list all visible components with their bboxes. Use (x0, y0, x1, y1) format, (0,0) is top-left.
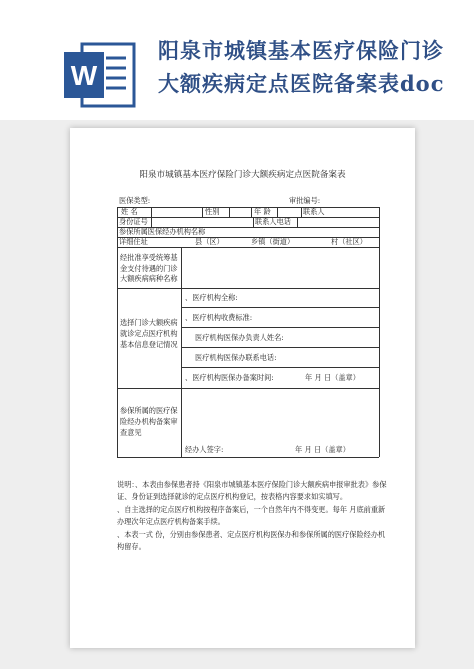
contact-phone-label: 联系人电话 (255, 217, 291, 226)
table-line (181, 247, 182, 457)
contact-label: 联系人 (303, 207, 325, 216)
gender-label: 性别 (205, 207, 220, 216)
note-paragraph: 、本表一式 份，分别由参保患者、定点医疗机构医保办和参保所属的医疗保险经办机构留存。 (117, 530, 386, 551)
table-line (117, 247, 379, 248)
review-opinion-label: 参保所属的医疗保险经办机构备案审查意见 (120, 406, 178, 437)
table-line (253, 217, 254, 227)
table-line (379, 207, 380, 457)
village-label: 村（社区） (331, 237, 367, 246)
table-line (202, 207, 203, 217)
table-line (151, 217, 152, 227)
disease-name-label: 经批准享受统筹基金支付待遇的门诊大额疾病病种名称 (120, 253, 178, 283)
table-line (181, 347, 379, 348)
form-notes (117, 479, 387, 554)
table-line (181, 327, 379, 328)
handler-signature-label: 经办人签字: (185, 445, 224, 454)
table-line (117, 207, 118, 457)
age-label: 年 龄 (254, 207, 271, 216)
table-line (297, 217, 298, 227)
table-line (151, 207, 152, 217)
table-line (117, 207, 379, 208)
institution-fee-label: 、医疗机构收费标准: (185, 313, 253, 322)
address-label: 详细住址 (119, 237, 148, 246)
table-line (181, 307, 379, 308)
registration-form-table (117, 195, 379, 460)
institution-phone-label: 医疗机构医保办联系电话: (195, 353, 277, 362)
word-icon-letter: W (70, 60, 98, 91)
table-line (301, 207, 302, 217)
institution-info-label: 选择门诊大额疾病就诊定点医疗机构基本信息登记情况 (120, 318, 178, 349)
approval-number-label: 审批编号: (289, 196, 321, 205)
note-paragraph: 说明：、本表由参保患者持《阳泉市城镇基本医疗保险门诊大额疾病申报审批表》参保证、身份证到选择就诊的定点医疗机构登记，按表格内容要求如实填写。 (117, 480, 387, 501)
table-line (277, 207, 278, 217)
table-line (181, 367, 379, 368)
review-date: 年 月 日（盖章） (295, 445, 350, 454)
name-label: 姓 名 (121, 207, 138, 216)
table-line (117, 288, 379, 289)
word-document-icon (62, 40, 136, 110)
table-line (251, 207, 252, 217)
insurance-type-label: 医保类型: (119, 196, 151, 205)
table-line (117, 388, 379, 389)
table-line (117, 217, 379, 218)
table-line (229, 207, 230, 217)
institution-filing-time-label: 、医疗机构医保办备案时间: (185, 373, 274, 382)
county-label: 县（区） (195, 237, 224, 246)
note-paragraph: 、自主选择的定点医疗机构按程序备案后，一个自然年内不得变更。每年 月底前重新办理次年定点医疗机构备案手续。 (117, 505, 386, 526)
id-number-label: 身份证号 (119, 217, 148, 226)
institution-head-label: 医疗机构医保办负责人姓名: (195, 333, 284, 342)
form-title: 阳泉市城镇基本医疗保险门诊大额疾病定点医院备案表 (139, 170, 346, 180)
institution-filing-date: 年 月 日（盖章） (305, 373, 360, 382)
town-label: 乡镇（街道） (251, 237, 295, 246)
document-banner (0, 0, 474, 120)
table-line (117, 457, 379, 458)
document-page (70, 128, 415, 648)
institution-name-label: 、医疗机构全称: (185, 293, 238, 302)
document-title: 阳泉市城镇基本医疗保险门诊大额疾病定点医院备案表doc (158, 38, 445, 96)
agency-name-label: 参保所属医保经办机构名称 (119, 227, 206, 236)
